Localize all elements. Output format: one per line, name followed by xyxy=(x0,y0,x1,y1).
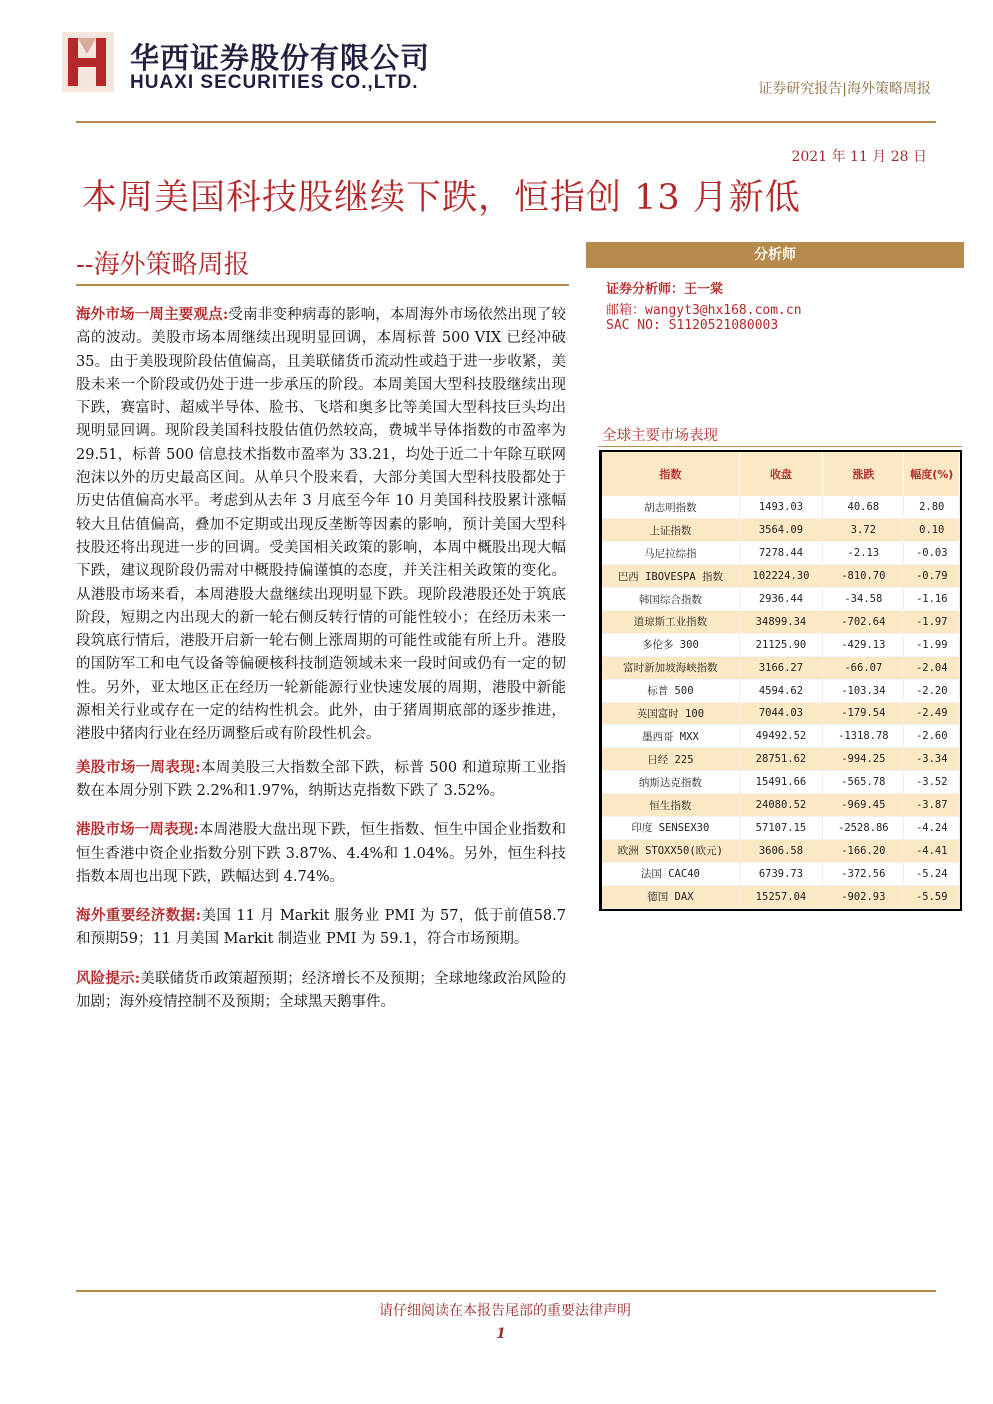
footer-divider xyxy=(76,1290,936,1292)
cell-index-name: 马尼拉综指 xyxy=(602,542,739,565)
cell-change: -66.07 xyxy=(823,656,904,679)
table-row xyxy=(602,725,960,748)
cell-pct: 0.10 xyxy=(904,519,960,542)
cell-change: -565.78 xyxy=(823,771,904,794)
cell-close: 21125.90 xyxy=(739,633,822,656)
paragraph-lead: 美股市场一周表现: xyxy=(76,758,201,776)
paragraph-us-market xyxy=(76,756,566,804)
page-title: 本周美国科技股继续下跌，恒指创 13 月新低 xyxy=(82,178,801,218)
cell-index-name: 日经 225 xyxy=(602,748,739,771)
table-row xyxy=(602,588,960,611)
paragraph-lead: 海外市场一周主要观点: xyxy=(76,306,229,323)
cell-change: -179.54 xyxy=(823,702,904,725)
analyst-heading: 分析师 xyxy=(586,242,964,268)
report-date: 2021 年 11 月 28 日 xyxy=(791,149,927,165)
cell-close: 24080.52 xyxy=(739,794,822,817)
report-body xyxy=(76,303,566,1023)
cell-change: -810.70 xyxy=(823,565,904,588)
table-row xyxy=(602,656,960,679)
cell-index-name: 多伦多 300 xyxy=(602,633,739,656)
cell-close: 102224.30 xyxy=(739,565,822,588)
cell-pct: -0.79 xyxy=(904,565,960,588)
cell-pct: -0.03 xyxy=(904,542,960,565)
market-table-title: 全球主要市场表现 xyxy=(602,428,718,444)
paragraph-text: 本周港股大盘出现下跌，恒生指数、恒生中国企业指数和恒生香港中资企业指数分别下跌 3.87%、4.4%和 1.04%。另外，恒生科技指数本周也出现下跌，跌幅达到 4.74%。 xyxy=(76,822,566,885)
cell-pct: -1.16 xyxy=(904,588,960,611)
cell-index-name: 富时新加坡海峡指数 xyxy=(602,656,739,679)
cell-close: 4594.62 xyxy=(739,679,822,702)
company-name-cn: 华西证券股份有限公司 xyxy=(130,41,431,75)
cell-close: 2936.44 xyxy=(739,588,822,611)
cell-index-name: 韩国综合指数 xyxy=(602,588,739,611)
paragraph-overview xyxy=(76,303,566,747)
table-header-row xyxy=(602,452,960,496)
cell-change: -34.58 xyxy=(823,588,904,611)
cell-close: 7278.44 xyxy=(739,542,822,565)
table-row xyxy=(602,496,960,519)
cell-pct: -4.41 xyxy=(904,839,960,862)
cell-index-name: 道琼斯工业指数 xyxy=(602,610,739,633)
cell-index-name: 墨西哥 MXX xyxy=(602,725,739,748)
cell-index-name: 恒生指数 xyxy=(602,794,739,817)
table-row xyxy=(602,771,960,794)
report-type: 证券研究报告|海外策略周报 xyxy=(758,81,931,97)
cell-index-name: 胡志明指数 xyxy=(602,496,739,519)
column-header-index: 指数 xyxy=(602,452,739,496)
page-subtitle: --海外策略周报 xyxy=(76,250,250,280)
cell-close: 49492.52 xyxy=(739,725,822,748)
table-row xyxy=(602,519,960,542)
column-header-close: 收盘 xyxy=(739,452,822,496)
table-row xyxy=(602,702,960,725)
paragraph-risk xyxy=(76,967,566,1015)
cell-pct: 2.80 xyxy=(904,496,960,519)
cell-pct: -3.87 xyxy=(904,794,960,817)
analyst-name: 证券分析师：王一棠 xyxy=(606,282,724,297)
cell-close: 7044.03 xyxy=(739,702,822,725)
cell-index-name: 欧洲 STOXX50(欧元) xyxy=(602,839,739,862)
cell-change: -2528.86 xyxy=(823,816,904,839)
legal-notice: 请仔细阅读在本报告尾部的重要法律声明 xyxy=(379,1303,631,1319)
paragraph-text: 本周美股三大指数全部下跌，标普 500 和道琼斯工业指数在本周分别下跌 2.2%和1.97%，纳斯达克指数下跌了 3.52%。 xyxy=(76,759,566,799)
cell-close: 15491.66 xyxy=(739,771,822,794)
market-table xyxy=(599,450,962,911)
cell-close: 3606.58 xyxy=(739,839,822,862)
cell-close: 3166.27 xyxy=(739,656,822,679)
cell-index-name: 标普 500 xyxy=(602,679,739,702)
paragraph-lead: 风险提示: xyxy=(76,969,141,987)
cell-index-name: 法国 CAC40 xyxy=(602,862,739,885)
header-divider xyxy=(76,121,936,123)
market-table-divider xyxy=(598,446,962,447)
table-row xyxy=(602,885,960,908)
cell-close: 57107.15 xyxy=(739,816,822,839)
table-row xyxy=(602,610,960,633)
cell-close: 6739.73 xyxy=(739,862,822,885)
cell-index-name: 德国 DAX xyxy=(602,885,739,908)
table-row xyxy=(602,839,960,862)
paragraph-text: 美国 11 月 Markit 服务业 PMI 为 57，低于前值58.7 和预期59；11 月美国 Markit 制造业 PMI 为 59.1，符合市场预期。 xyxy=(76,908,566,948)
cell-change: -994.25 xyxy=(823,748,904,771)
table-row xyxy=(602,748,960,771)
table-row xyxy=(602,816,960,839)
cell-pct: -4.24 xyxy=(904,816,960,839)
paragraph-economic-data xyxy=(76,904,566,952)
cell-change: -702.64 xyxy=(823,610,904,633)
cell-pct: -1.99 xyxy=(904,633,960,656)
company-name-en: HUAXI SECURITIES CO.,LTD. xyxy=(130,72,419,93)
analyst-email[interactable]: 邮箱：wangyt3@hx168.com.cn xyxy=(606,303,802,318)
table-row xyxy=(602,565,960,588)
cell-pct: -2.04 xyxy=(904,656,960,679)
cell-close: 15257.04 xyxy=(739,885,822,908)
paragraph-lead: 港股市场一周表现: xyxy=(76,821,199,839)
cell-pct: -3.52 xyxy=(904,771,960,794)
cell-change: -2.13 xyxy=(823,542,904,565)
cell-close: 34899.34 xyxy=(739,610,822,633)
cell-index-name: 巴西 IBOVESPA 指数 xyxy=(602,565,739,588)
cell-change: -902.93 xyxy=(823,885,904,908)
subtitle-divider xyxy=(76,284,569,286)
cell-index-name: 纳斯达克指数 xyxy=(602,771,739,794)
cell-pct: -2.60 xyxy=(904,725,960,748)
cell-change: -166.20 xyxy=(823,839,904,862)
cell-change: 3.72 xyxy=(823,519,904,542)
cell-index-name: 上证指数 xyxy=(602,519,739,542)
cell-change: -103.34 xyxy=(823,679,904,702)
cell-close: 28751.62 xyxy=(739,748,822,771)
cell-change: -372.56 xyxy=(823,862,904,885)
paragraph-lead: 海外重要经济数据: xyxy=(76,907,201,925)
cell-pct: -2.20 xyxy=(904,679,960,702)
paragraph-text: 受南非变种病毒的影响，本周海外市场依然出现了较高的波动。美股市场本周继续出现明显回调，本周标普 500 VIX 已经冲破 35。由于美股现阶段估值偏高，且美联储货币流动性或趋于进一步收紧，美股未来一个阶段或仍处于进一步承压的阶段。本周美国大型科技股继续出现下跌，赛富时、超威半导体、脸书、飞塔和奥多比等美国大型科技巨头均出现明显回调。现阶段美国科技股估值仍然较高，费城半导体指数的市盈率为 29.51，标普 500 信息技术指数市盈率为 33.21，均处于近二十年除互联网泡沫以外的历史最高区间。从单只个股来看，大部分美国大型科技股都处于历史估值偏高水平。考虑到从去年 3 月底至今年 10 月美国科技股累计涨幅较大且估值偏高，叠加不定期或出现反垄断等因素的影响，预计美国大型科技股还将出现进一步的回调。受美国相关政策的影响，本周中概股出现大幅下跌，建议现阶段仍需对中概股持偏谨慎的态度，并关注相关政策的变化。从港股市场来看，本周港股大盘继续出现明显下跌。现阶段港股还处于筑底阶段，短期之内出现大的新一轮右侧反转行情的可能性较小；在经历未来一段筑底行情后，港股开启新一轮右侧上涨周期的可能性或能有所上升。港股的国防军工和电气设备等偏硬核科技制造领域未来一段时间或仍有一定的韧性。另外，亚太地区正在经历一轮新能源行业快速发展的周期，港股中新能源相关行业或存在一定的结构性机会。此外，由于猪周期底部的逐步推进，港股中猪肉行业在经历调整后或有阶段性机会。 xyxy=(76,307,566,743)
cell-change: 40.68 xyxy=(823,496,904,519)
cell-change: -969.45 xyxy=(823,794,904,817)
paragraph-hk-market xyxy=(76,818,566,889)
cell-index-name: 英国富时 100 xyxy=(602,702,739,725)
cell-pct: -2.49 xyxy=(904,702,960,725)
cell-index-name: 印度 SENSEX30 xyxy=(602,816,739,839)
cell-close: 3564.09 xyxy=(739,519,822,542)
table-row xyxy=(602,794,960,817)
paragraph-text: 美联储货币政策超预期；经济增长不及预期；全球地缘政治风险的加剧；海外疫情控制不及预期；全球黑天鹅事件。 xyxy=(76,970,567,1011)
table-row xyxy=(602,633,960,656)
page-number: 1 xyxy=(496,1326,506,1342)
cell-pct: -5.59 xyxy=(904,885,960,908)
cell-close: 1493.03 xyxy=(739,496,822,519)
cell-pct: -3.34 xyxy=(904,748,960,771)
company-logo xyxy=(62,32,114,92)
table-row xyxy=(602,679,960,702)
analyst-sac-number: SAC NO: S1120521080003 xyxy=(606,318,779,333)
cell-change: -1318.78 xyxy=(823,725,904,748)
column-header-change: 涨跌 xyxy=(823,452,904,496)
cell-pct: -5.24 xyxy=(904,862,960,885)
cell-pct: -1.97 xyxy=(904,610,960,633)
table-row xyxy=(602,542,960,565)
column-header-pct: 幅度(%) xyxy=(904,452,960,496)
cell-change: -429.13 xyxy=(823,633,904,656)
table-row xyxy=(602,862,960,885)
